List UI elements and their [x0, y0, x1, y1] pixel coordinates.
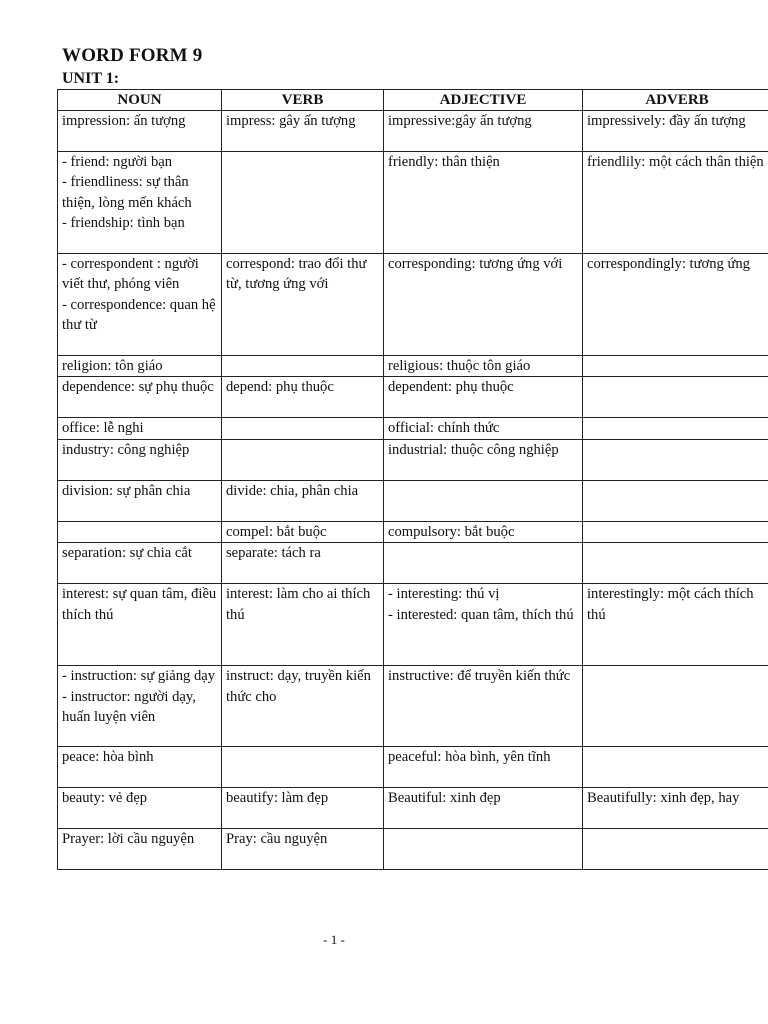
cell-adjective [384, 829, 583, 870]
cell-adjective [384, 152, 583, 254]
cell-verb [222, 439, 384, 480]
table-row [58, 829, 768, 870]
cell-noun [58, 543, 222, 584]
cell-text: Pray: cầu nguyện [226, 831, 328, 848]
table-row [58, 788, 768, 829]
cell-adverb [583, 111, 768, 152]
table-row [58, 543, 768, 584]
cell-verb [222, 788, 384, 829]
cell-verb [222, 418, 384, 439]
cell-adjective [384, 439, 583, 480]
cell-verb [222, 584, 384, 666]
cell-text: friendlily: một cách thân thiện [587, 154, 764, 170]
cell-verb [222, 543, 384, 584]
table-header-row [58, 90, 768, 111]
cell-adjective [384, 543, 583, 584]
cell-adjective [384, 111, 583, 152]
cell-text: office: lễ nghi [62, 420, 144, 437]
cell-text: - correspondent : người viết thư, phóng viên [62, 256, 199, 293]
cell-text: instructive: để truyền kiến thức [388, 668, 571, 685]
cell-text: impressive:gây ấn tượng [388, 113, 532, 129]
header-adjective: ADJECTIVE [384, 90, 583, 111]
table-row [58, 254, 768, 356]
cell-verb [222, 152, 384, 254]
cell-noun [58, 788, 222, 829]
cell-adverb [583, 377, 768, 418]
cell-text: religious: thuộc tôn giáo [388, 358, 531, 374]
cell-adjective [384, 377, 583, 418]
cell-text: peaceful: hòa bình, yên tĩnh [388, 749, 551, 766]
cell-text: dependence: sự phụ thuộc [62, 379, 214, 396]
cell-verb [222, 480, 384, 521]
cell-adverb [583, 543, 768, 584]
cell-text: Beautifully: xinh đẹp, hay [587, 790, 740, 807]
cell-text: - correspondence: quan hệ thư từ [62, 296, 216, 334]
cell-text: impressively: đầy ấn tượng [587, 113, 746, 129]
cell-text: industry: công nghiệp [62, 441, 190, 458]
cell-noun [58, 418, 222, 439]
cell-noun [58, 584, 222, 666]
table-row [58, 584, 768, 666]
cell-verb [222, 356, 384, 377]
header-noun: NOUN [58, 90, 222, 111]
cell-adjective [384, 584, 583, 666]
cell-adjective [384, 747, 583, 788]
cell-verb [222, 666, 384, 747]
cell-adjective [384, 480, 583, 521]
cell-text: divide: chia, phân chia [226, 482, 359, 499]
cell-adjective [384, 418, 583, 439]
cell-text: Prayer: lời cầu nguyện [62, 831, 195, 848]
cell-text: correspond: trao đổi thư từ, tương ứng với [226, 256, 367, 293]
cell-text: compel: bắt buộc [226, 523, 327, 540]
cell-text: division: sự phân chia [62, 482, 191, 499]
cell-text: peace: hòa bình [62, 749, 154, 766]
cell-text: dependent: phụ thuộc [388, 379, 514, 396]
cell-adjective [384, 666, 583, 747]
table-row [58, 111, 768, 152]
page-number: - 1 - [323, 932, 345, 947]
table-row [58, 666, 768, 747]
table-row [58, 747, 768, 788]
cell-noun [58, 152, 222, 254]
cell-text: impress: gây ấn tượng [226, 113, 356, 129]
table-row [58, 356, 768, 377]
cell-text: separation: sự chia cắt [62, 545, 192, 562]
cell-verb [222, 377, 384, 418]
cell-adverb [583, 521, 768, 542]
cell-text: - interesting: thú vị [388, 586, 500, 603]
cell-text: Beautiful: xinh đẹp [388, 790, 501, 807]
cell-text: beauty: vẻ đẹp [62, 790, 148, 807]
cell-adverb [583, 829, 768, 870]
cell-text: official: chính thức [388, 420, 500, 437]
cell-adverb [583, 439, 768, 480]
cell-verb [222, 747, 384, 788]
header-verb: VERB [222, 90, 384, 111]
cell-adverb [583, 747, 768, 788]
cell-adverb [583, 666, 768, 747]
cell-verb [222, 521, 384, 542]
cell-text: interestingly: một cách thích thú [587, 586, 754, 623]
cell-adjective [384, 788, 583, 829]
cell-text: - friendship: tình bạn [62, 215, 185, 232]
cell-text: corresponding: tương ứng với [388, 256, 563, 272]
cell-noun [58, 747, 222, 788]
cell-text: industrial: thuộc công nghiệp [388, 441, 559, 458]
cell-adverb [583, 152, 768, 254]
word-form-table [57, 89, 768, 870]
cell-adjective [384, 254, 583, 356]
table-row [58, 377, 768, 418]
cell-adverb [583, 418, 768, 439]
cell-text: - friend: người bạn [62, 154, 173, 170]
cell-adverb [583, 254, 768, 356]
cell-noun [58, 377, 222, 418]
cell-text: compulsory: bắt buộc [388, 523, 515, 540]
document-title: WORD FORM 9 [62, 45, 203, 66]
cell-text: interest: làm cho ai thích thú [226, 586, 371, 623]
cell-verb [222, 829, 384, 870]
cell-text: separate: tách ra [226, 545, 321, 562]
cell-noun [58, 829, 222, 870]
cell-text: - interested: quan tâm, thích thú [388, 606, 574, 623]
cell-text: interest: sự quan tâm, điều thích thú [62, 586, 217, 623]
cell-noun [58, 521, 222, 542]
cell-noun [58, 439, 222, 480]
cell-text: friendly: thân thiện [388, 154, 500, 170]
table-row [58, 152, 768, 254]
cell-text: depend: phụ thuộc [226, 379, 334, 396]
cell-adjective [384, 356, 583, 377]
table-row [58, 418, 768, 439]
cell-adverb [583, 356, 768, 377]
cell-adverb [583, 480, 768, 521]
unit-heading: UNIT 1: [62, 70, 120, 87]
header-adverb: ADVERB [583, 90, 768, 111]
cell-text: religion: tôn giáo [62, 358, 163, 374]
cell-text: - friendliness: sự thân thiện, lòng mến khách [62, 174, 192, 211]
cell-text: correspondingly: tương ứng [587, 256, 750, 272]
cell-text: - instructor: người dạy, huấn luyện viên [62, 688, 196, 726]
table-row [58, 521, 768, 542]
table-body [58, 111, 768, 870]
table-row [58, 439, 768, 480]
cell-verb [222, 254, 384, 356]
cell-adverb [583, 584, 768, 666]
cell-noun [58, 480, 222, 521]
cell-noun [58, 111, 222, 152]
cell-text: - instruction: sự giảng dạy [62, 668, 216, 685]
cell-adjective [384, 521, 583, 542]
cell-text: instruct: dạy, truyền kiến thức cho [226, 668, 371, 705]
table-row [58, 480, 768, 521]
cell-verb [222, 111, 384, 152]
cell-noun [58, 254, 222, 356]
cell-text: beautify: làm đẹp [226, 790, 329, 807]
cell-text: impression: ấn tượng [62, 113, 186, 129]
cell-adverb [583, 788, 768, 829]
cell-noun [58, 666, 222, 747]
cell-noun [58, 356, 222, 377]
